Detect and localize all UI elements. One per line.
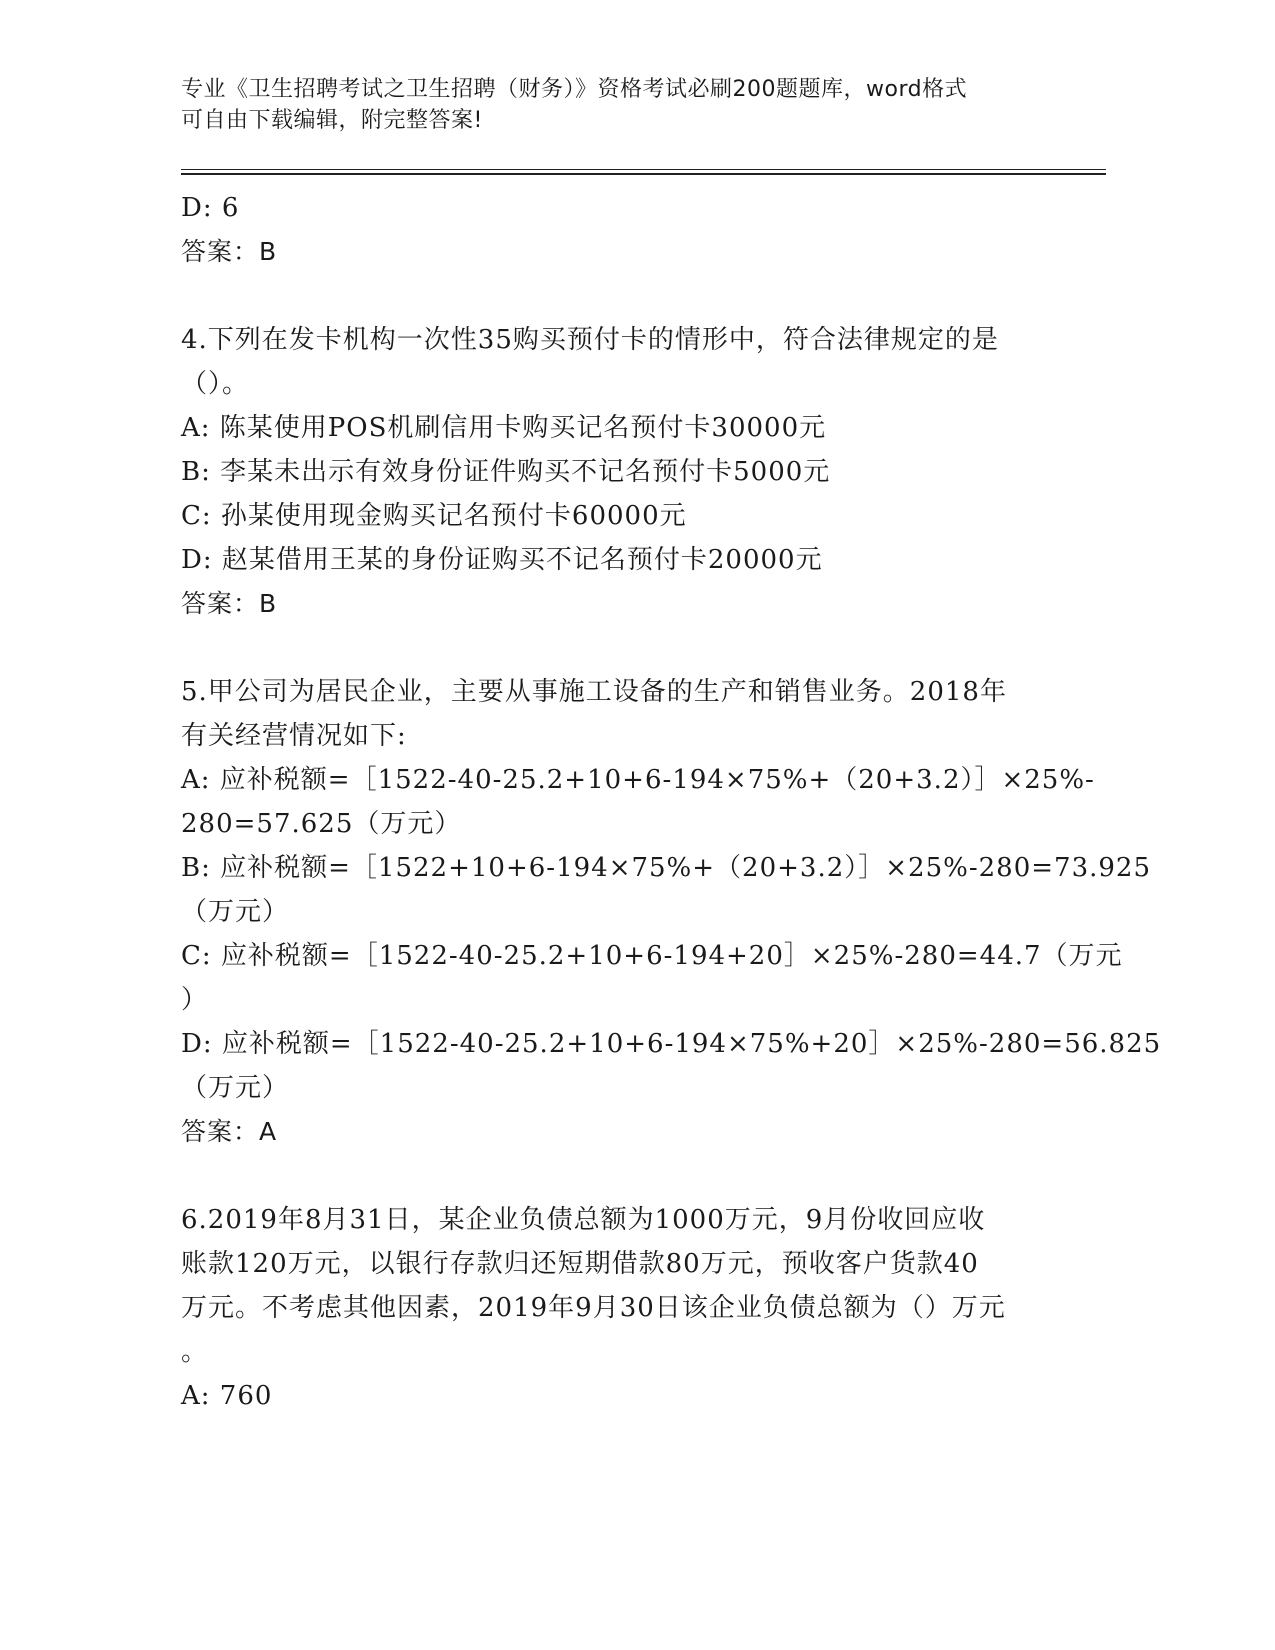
option-d: D: 赵某借用王某的身份证购买不记名预付卡20000元 [181,545,823,575]
option-c: C: 孙某使用现金购买记名预付卡60000元 [181,501,687,531]
spacer [181,626,1051,670]
option-a-continued: 280=57.625（万元） [181,809,462,839]
question-3-tail [181,186,1051,274]
option-c-continued: ） [181,985,209,1015]
question-stem: 4.下列在发卡机构一次性35购买预付卡的情形中，符合法律规定的是 [181,325,999,355]
option-d: D: 6 [181,193,240,223]
header-divider-thick [181,173,1106,175]
page-header [181,74,1041,136]
question-6 [181,1198,1051,1418]
spacer [181,1154,1051,1198]
option-d: D: 应补税额=［1522-40-25.2+10+6-194×75%+20］×25%-280=56.825 [181,1029,1162,1059]
header-title-line-2: 可自由下载编辑，附完整答案! [181,108,483,133]
question-stem-continued: 。 [181,1337,209,1367]
option-a: A: 760 [181,1381,273,1411]
question-stem: 6.2019年8月31日，某企业负债总额为1000万元，9月份收回应收 [181,1205,986,1235]
option-a: A: 陈某使用POS机刷信用卡购买记名预付卡30000元 [181,413,827,443]
question-stem-continued: 账款120万元，以银行存款归还短期借款80万元，预收客户货款40 [181,1249,979,1279]
question-stem-continued: 万元。不考虑其他因素，2019年9月30日该企业负债总额为（）万元 [181,1293,1006,1323]
answer-line: 答案：A [181,1117,278,1146]
option-b: B: 李某未出示有效身份证件购买不记名预付卡5000元 [181,457,831,487]
question-5 [181,670,1162,1154]
question-content [181,186,1162,1418]
option-a: A: 应补税额=［1522-40-25.2+10+6-194×75%+（20+3.2）］×25%- [181,765,1095,795]
question-stem: 5.甲公司为居民企业，主要从事施工设备的生产和销售业务。2018年 [181,677,1007,707]
question-4 [181,318,1051,626]
option-b: B: 应补税额=［1522+10+6-194×75%+（20+3.2）］×25%-280=73.925 [181,853,1152,883]
spacer [181,274,1051,318]
option-d-continued: （万元） [181,1073,290,1103]
header-divider-thin [181,169,1106,170]
header-title-line-1: 专业《卫生招聘考试之卫生招聘（财务）》资格考试必刷200题题库，word格式 [181,77,968,102]
question-stem-continued: 有关经营情况如下: [181,721,407,751]
question-stem-continued: （）。 [181,369,250,399]
option-b-continued: （万元） [181,897,290,927]
option-c: C: 应补税额=［1522-40-25.2+10+6-194+20］×25%-280=44.7（万元 [181,941,1123,971]
answer-line: 答案：B [181,589,278,618]
answer-line: 答案：B [181,237,278,266]
